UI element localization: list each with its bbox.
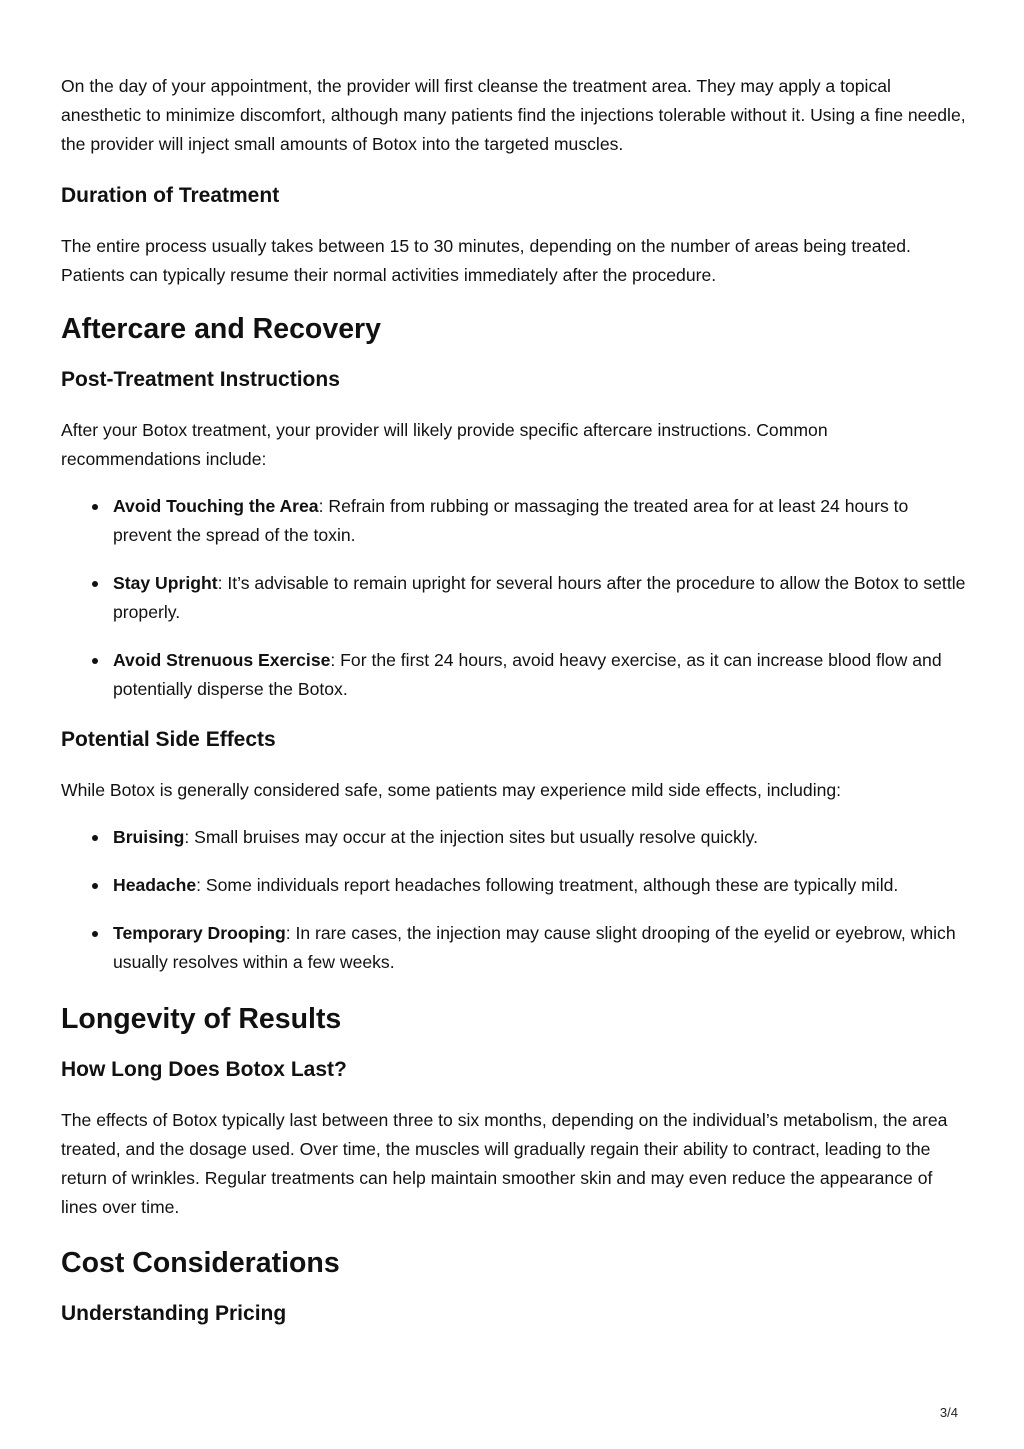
duration-paragraph: The entire process usually takes between 15 to 30 minutes, depending on the number of areas being treated. Patients can typically resume their normal activities immediately after the procedure. [61,236,911,285]
cost-subheading: Understanding Pricing [61,1302,287,1325]
document-page [61,72,966,1328]
aftercare-heading: Aftercare and Recovery [61,313,381,345]
list-item-text: : Small bruises may occur at the injection sites but usually resolve quickly. [184,827,759,847]
cost-heading: Cost Considerations [61,1247,340,1279]
intro-paragraph: On the day of your appointment, the provider will first cleanse the treatment area. They may apply a topical anesthetic to minimize discomfort, although many patients find the injections tolerable without it. Using a fine needle, the provider will inject small amounts of Botox into the targeted muscles. [61,76,966,154]
side-effects-heading: Potential Side Effects [61,728,276,751]
list-item-term: Headache [113,875,197,895]
post-treatment-heading: Post-Treatment Instructions [61,368,340,391]
list-item [61,871,966,900]
list-item [61,492,966,550]
list-item [61,569,966,627]
page-number: 3/4 [939,1405,958,1420]
longevity-paragraph: The effects of Botox typically last between three to six months, depending on the individual’s metabolism, the area treated, and the dosage used. Over time, the muscles will gradually regain their ability to contract, leading to the return of wrinkles. Regular treatments can help maintain smoother skin and may even reduce the appearance of lines over time. [61,1110,948,1217]
list-item-term: Temporary Drooping [113,923,286,943]
side-effects-intro: While Botox is generally considered safe, some patients may experience mild side effects, including: [61,780,842,800]
post-treatment-intro: After your Botox treatment, your provider will likely provide specific aftercare instructions. Common recommendations include: [61,420,828,469]
list-item-text: : It’s advisable to remain upright for several hours after the procedure to allow the Botox to settle properly. [113,573,966,622]
list-item-text: : Some individuals report headaches following treatment, although these are typically mild. [196,875,899,895]
list-item-term: Avoid Strenuous Exercise [113,650,331,670]
list-item-term: Stay Upright [113,573,218,593]
duration-heading: Duration of Treatment [61,184,280,207]
list-item-term: Bruising [113,827,185,847]
list-item [61,823,966,852]
list-item-text: : In rare cases, the injection may cause slight drooping of the eyelid or eyebrow, which usually resolves within a few weeks. [113,923,956,972]
list-item-text: : Refrain from rubbing or massaging the treated area for at least 24 hours to prevent the spread of the toxin. [113,496,909,545]
longevity-subheading: How Long Does Botox Last? [61,1058,347,1081]
list-item [61,646,966,704]
side-effects-list [61,823,966,977]
longevity-heading: Longevity of Results [61,1003,342,1035]
list-item-term: Avoid Touching the Area [113,496,319,516]
post-treatment-list [61,492,966,704]
list-item [61,919,966,977]
list-item-text: : For the first 24 hours, avoid heavy exercise, as it can increase blood flow and potentially disperse the Botox. [113,650,942,699]
